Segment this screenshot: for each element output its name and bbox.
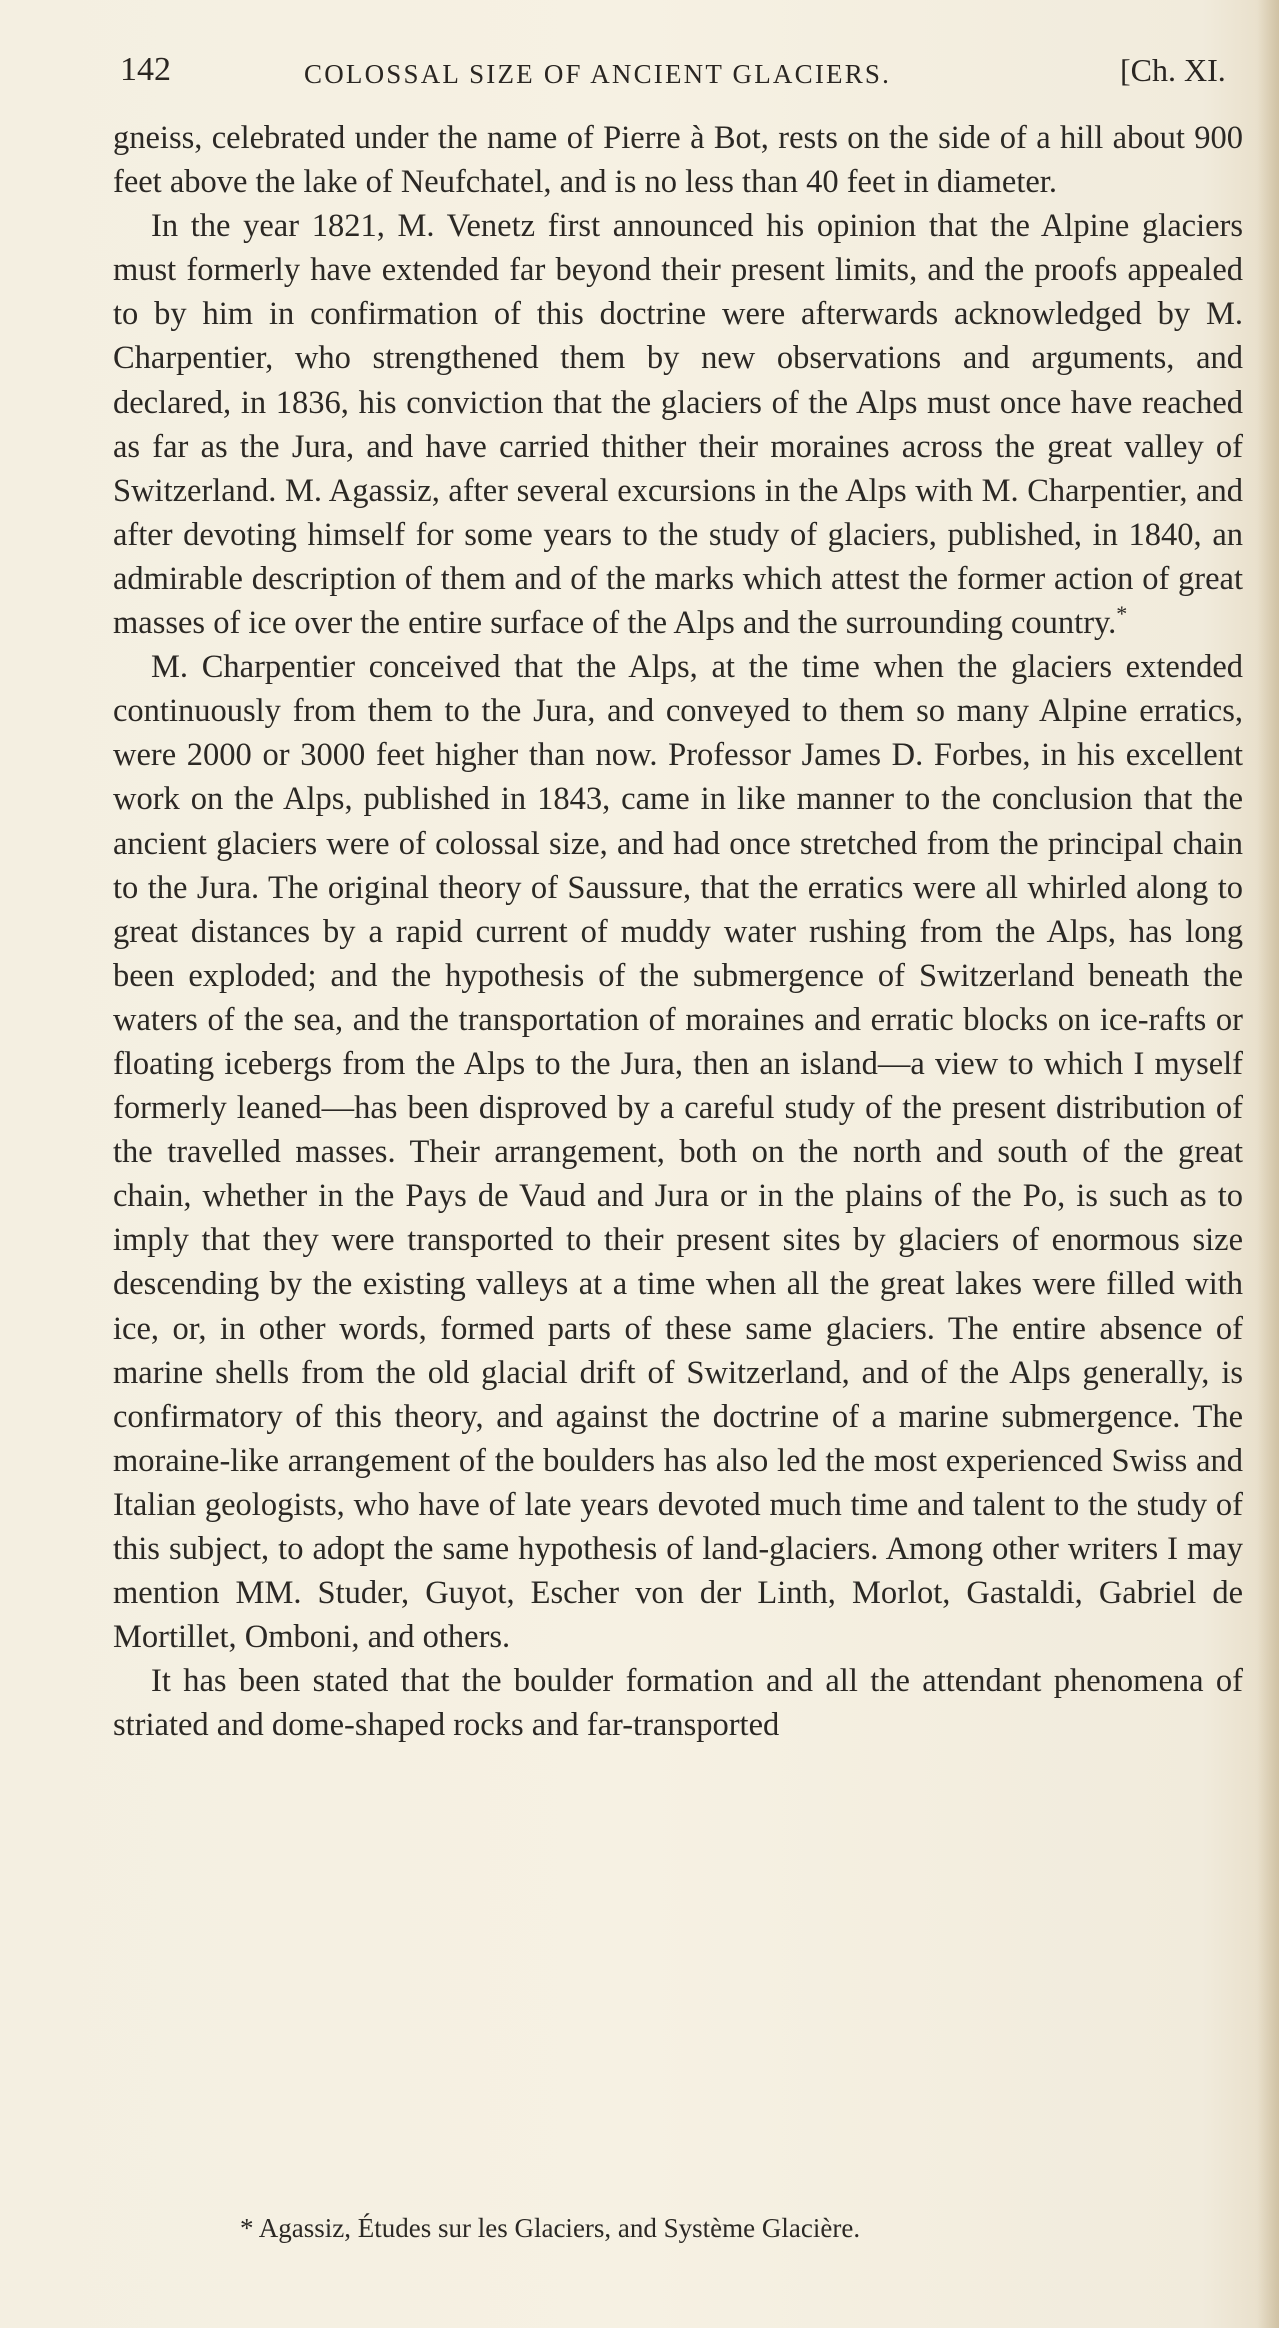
- paragraph-1: gneiss, celebrated under the name of Pierre à Bot, rests on the side of a hill about 900 feet above the lake of Neufchatel, and is no less than 40 feet in diameter.: [113, 120, 1243, 201]
- footnote: * Agassiz, Études sur les Glaciers, and Système Glacière.: [240, 2213, 861, 2243]
- chapter-reference: [Ch. XI.: [1120, 52, 1226, 88]
- paragraph-2-text: In the year 1821, M. Venetz first announced his opinion that the Alpine glaciers must formerly have extended far beyond their present limits, and the proofs appealed to by him in confirmation of this doctrine were afterwards acknowledged by M. Charpentier, who strengthened them by new observations and arguments, and declared, in 1836, his conviction that the glaciers of the Alps must once have reached as far as the Jura, and have carried thither their moraines across the great valley of Switzerland. M. Agassiz, after several excursions in the Alps with M. Charpentier, and after devoting himself for some years to the study of glaciers, published, in 1840, an admirable description of them and of the marks which attest the former action of great masses of ice over the entire surface of the Alps and the surrounding country.: [113, 208, 1243, 642]
- paragraph-2: [113, 204, 1243, 645]
- body-text: [113, 116, 1243, 1747]
- running-header: [120, 50, 1265, 100]
- running-title: COLOSSAL SIZE OF ANCIENT GLACIERS.: [304, 59, 892, 89]
- page-edge-shadow: [1257, 0, 1279, 2328]
- footnote-marker: *: [1116, 601, 1128, 627]
- paragraph-4: It has been stated that the boulder formation and all the attendant phenomena of striated and dome-shaped rocks and far-transported: [113, 1663, 1243, 1744]
- page-number: 142: [120, 51, 171, 88]
- paragraph-3: M. Charpentier conceived that the Alps, at the time when the glaciers extended continuously from them to the Jura, and conveyed to them so many Alpine erratics, were 2000 or 3000 feet higher than now. Professor James D. Forbes, in his excellent work on the Alps, published in 1843, came in like manner to the conclusion that the ancient glaciers were of colossal size, and had once stretched from the principal chain to the Jura. The original theory of Saussure, that the erratics were all whirled along to great distances by a rapid current of muddy water rushing from the Alps, has long been exploded; and the hypothesis of the submergence of Switzerland beneath the waters of the sea, and the transportation of moraines and erratic blocks on ice-rafts or floating icebergs from the Alps to the Jura, then an island—a view to which I myself formerly leaned—has been disproved by a careful study of the present distribution of the travelled masses. Their arrangement, both on the north and south of the great chain, whether in the Pays de Vaud and Jura or in the plains of the Po, is such as to imply that they were transported to their present sites by glaciers of enormous size descending by the existing valleys at a time when all the great lakes were filled with ice, or, in other words, formed parts of these same glaciers. The entire absence of marine shells from the old glacial drift of Switzerland, and of the Alps generally, is confirmatory of this theory, and against the doctrine of a marine submergence. The moraine-like arrangement of the boulders has also led the most experienced Swiss and Italian geologists, who have of late years devoted much time and talent to the study of this subject, to adopt the same hypothesis of land-glaciers. Among other writers I may mention MM. Studer, Guyot, Escher von der Linth, Morlot, Gastaldi, Gabriel de Mortillet, Omboni, and others.: [113, 649, 1243, 1656]
